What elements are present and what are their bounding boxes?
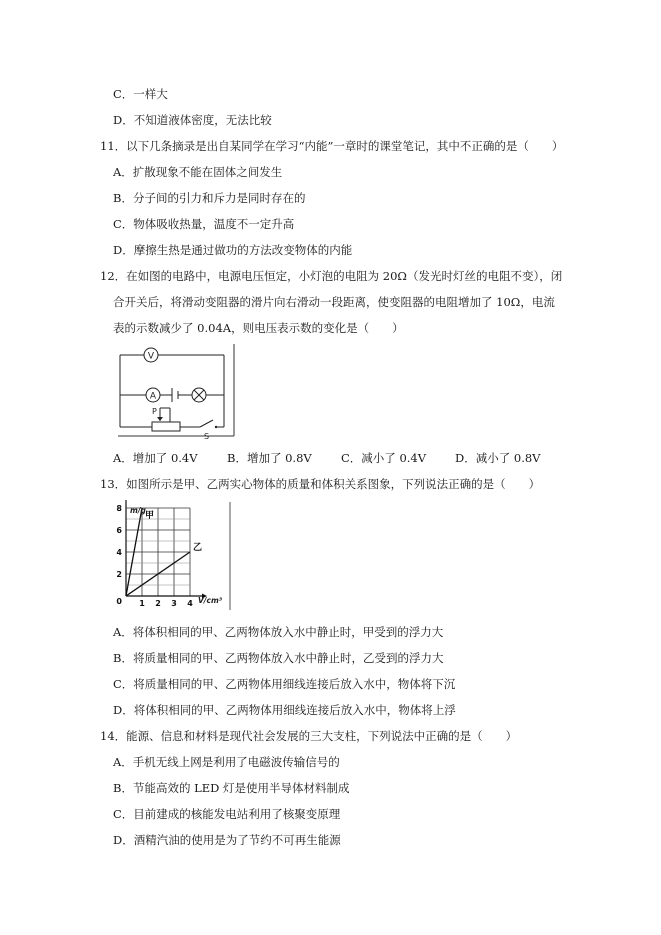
mass-volume-chart: [112, 500, 236, 612]
x-axis-label: V/cm³: [198, 596, 223, 605]
rheostat-icon: [152, 407, 180, 431]
q14-option-c: C．目前建成的核能发电站利用了核聚变原理: [113, 807, 341, 821]
y-axis-label: m/g: [130, 506, 146, 515]
ammeter-icon: [146, 388, 160, 402]
q14-option-a: A．手机无线上网是利用了电磁波传输信号的: [113, 755, 340, 769]
q11-option-a: A．扩散现象不能在固体之间发生: [113, 165, 283, 179]
q13-stem: 13．如图所示是甲、乙两实心物体的质量和体积关系图象，下列说法正确的是（ ）: [100, 477, 541, 491]
y-tick-label: 6: [116, 526, 122, 535]
q12-stem-line2: 合开关后，将滑动变阻器的滑片向右滑动一段距离，使变阻器的电阻增加了 10Ω，电流: [113, 295, 555, 309]
chart-grid: [126, 508, 190, 596]
q12-option-d: D．减小了 0.8V: [455, 451, 541, 465]
y-tick-label: 2: [116, 570, 122, 579]
voltmeter-icon: [144, 348, 158, 362]
svg-text:A: A: [149, 391, 157, 402]
y-tick-label: 4: [116, 548, 122, 557]
origin-label: 0: [116, 597, 122, 606]
q13-option-c: C．将质量相同的甲、乙两物体用细线连接后放入水中，物体将下沉: [113, 677, 456, 691]
q13-option-d: D．将体积相同的甲、乙两物体用细线连接后放入水中，物体将上浮: [113, 703, 456, 717]
x-tick-label: 2: [155, 599, 161, 608]
series-label-yi: 乙: [193, 543, 203, 553]
x-tick-label: 1: [139, 599, 145, 608]
svg-text:V: V: [147, 351, 155, 362]
q14-option-d: D．酒精汽油的使用是为了节约不可再生能源: [113, 833, 341, 847]
chart-ticks: [116, 504, 193, 608]
q14-option-b: B．节能高效的 LED 灯是使用半导体材料制成: [113, 781, 350, 795]
switch-icon: [204, 426, 217, 440]
q11-option-b: B．分子间的引力和斥力是同时存在的: [113, 191, 306, 205]
svg-text:P: P: [152, 407, 157, 416]
y-tick-label: 8: [116, 504, 122, 513]
q14-stem: 14．能源、信息和材料是现代社会发展的三大支柱，下列说法中正确的是（ ）: [100, 729, 518, 743]
q13-option-b: B．将质量相同的甲、乙两物体放入水中静止时，乙受到的浮力大: [113, 651, 444, 665]
q12-stem-line3: 表的示数减少了 0.04A，则电压表示数的变化是（ ）: [113, 321, 404, 335]
q10-option-c: C．一样大: [113, 87, 168, 101]
bulb-icon: [192, 388, 206, 402]
q11-option-d: D．摩擦生热是通过做功的方法改变物体的内能: [113, 243, 353, 257]
series-label-jia: 甲: [145, 511, 155, 521]
q12-option-a: A．增加了 0.4V: [113, 451, 198, 465]
q12-option-b: B．增加了 0.8V: [227, 451, 312, 465]
circuit-diagram: [112, 342, 238, 440]
q11-stem: 11．以下几条摘录是出自某同学在学习“内能”一章时的课堂笔记，其中不正确的是（ ）: [100, 139, 564, 153]
x-tick-label: 4: [187, 599, 193, 608]
q13-option-a: A．将体积相同的甲、乙两物体放入水中静止时，甲受到的浮力大: [113, 625, 444, 639]
svg-text:S: S: [204, 432, 210, 440]
q12-option-c: C．减小了 0.4V: [341, 451, 427, 465]
x-tick-label: 3: [171, 599, 177, 608]
q12-stem-line1: 12．在如图的电路中，电源电压恒定，小灯泡的电阻为 20Ω（发光时灯丝的电阻不变），闭: [100, 269, 563, 283]
q11-option-c: C．物体吸收热量，温度不一定升高: [113, 217, 295, 231]
q10-option-d: D．不知道液体密度，无法比较: [113, 113, 272, 127]
